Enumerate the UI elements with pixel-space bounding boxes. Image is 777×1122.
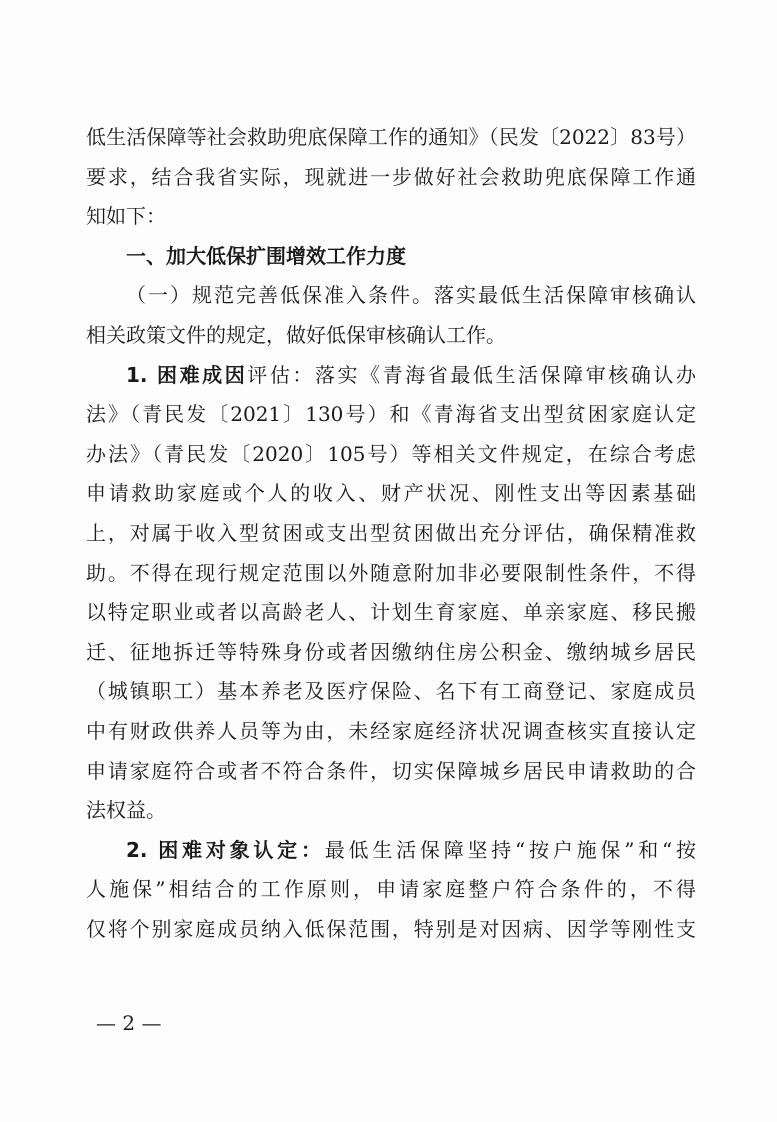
text-line: 迁、征地拆迁等特殊身份或者因缴纳住房公积金、缴纳城乡居民 xyxy=(86,639,696,664)
text-line: （城镇职工）基本养老及医疗保险、名下有工商登记、家庭成员 xyxy=(86,679,696,704)
item-1-line xyxy=(86,356,696,396)
item-1-text: 评估：落实《青海省最低生活保障审核确认办 xyxy=(247,362,696,387)
section-heading: 一、加大低保扩围增效工作力度 xyxy=(126,243,406,268)
text-line: 中有财政供养人员等为由，未经家庭经济状况调查核实直接认定 xyxy=(86,718,696,743)
text-line: 法权益。 xyxy=(86,798,166,823)
text-line: 上，对属于收入型贫困或支出型贫困做出充分评估，确保精准救 xyxy=(86,520,696,545)
text-line: 要求，结合我省实际，现就进一步做好社会救助兜底保障工作通 xyxy=(86,164,696,189)
item-2-lead: 2. 困难对象认定： xyxy=(126,837,325,862)
subsection-line: （一）规范完善低保准入条件。落实最低生活保障审核确认 xyxy=(126,283,696,308)
text-line: 人施保”相结合的工作原则，申请家庭整户符合条件的，不得 xyxy=(86,877,696,902)
text-line: 申请家庭符合或者不符合条件，切实保障城乡居民申请救助的合 xyxy=(86,758,696,783)
document-body xyxy=(86,118,696,949)
text-line: 申请救助家庭或个人的收入、财产状况、刚性支出等因素基础 xyxy=(86,481,696,506)
text-line: 知如下： xyxy=(86,204,166,229)
item-1-lead: 1. 困难成因 xyxy=(126,362,248,387)
text-line: 相关政策文件的规定，做好低保审核确认工作。 xyxy=(86,322,506,347)
text-line: 助。不得在现行规定范围以外随意附加非必要限制性条件，不得 xyxy=(86,560,696,585)
page-number: — 2 — xyxy=(96,1011,162,1035)
text-line: 法》（青民发〔2021〕130号）和《青海省支出型贫困家庭认定 xyxy=(86,402,696,427)
text-line: 以特定职业或者以高龄老人、计划生育家庭、单亲家庭、移民搬 xyxy=(86,600,696,625)
text-line: 办法》（青民发〔2020〕105号）等相关文件规定，在综合考虑 xyxy=(86,441,696,466)
text-line: 低生活保障等社会救助兜底保障工作的通知》（民发〔2022〕83号） xyxy=(86,125,696,149)
item-2-line xyxy=(86,831,696,871)
item-2-text: 最低生活保障坚持“按户施保”和“按 xyxy=(324,837,696,862)
text-line: 仅将个别家庭成员纳入低保范围，特别是对因病、因学等刚性支 xyxy=(86,916,696,941)
